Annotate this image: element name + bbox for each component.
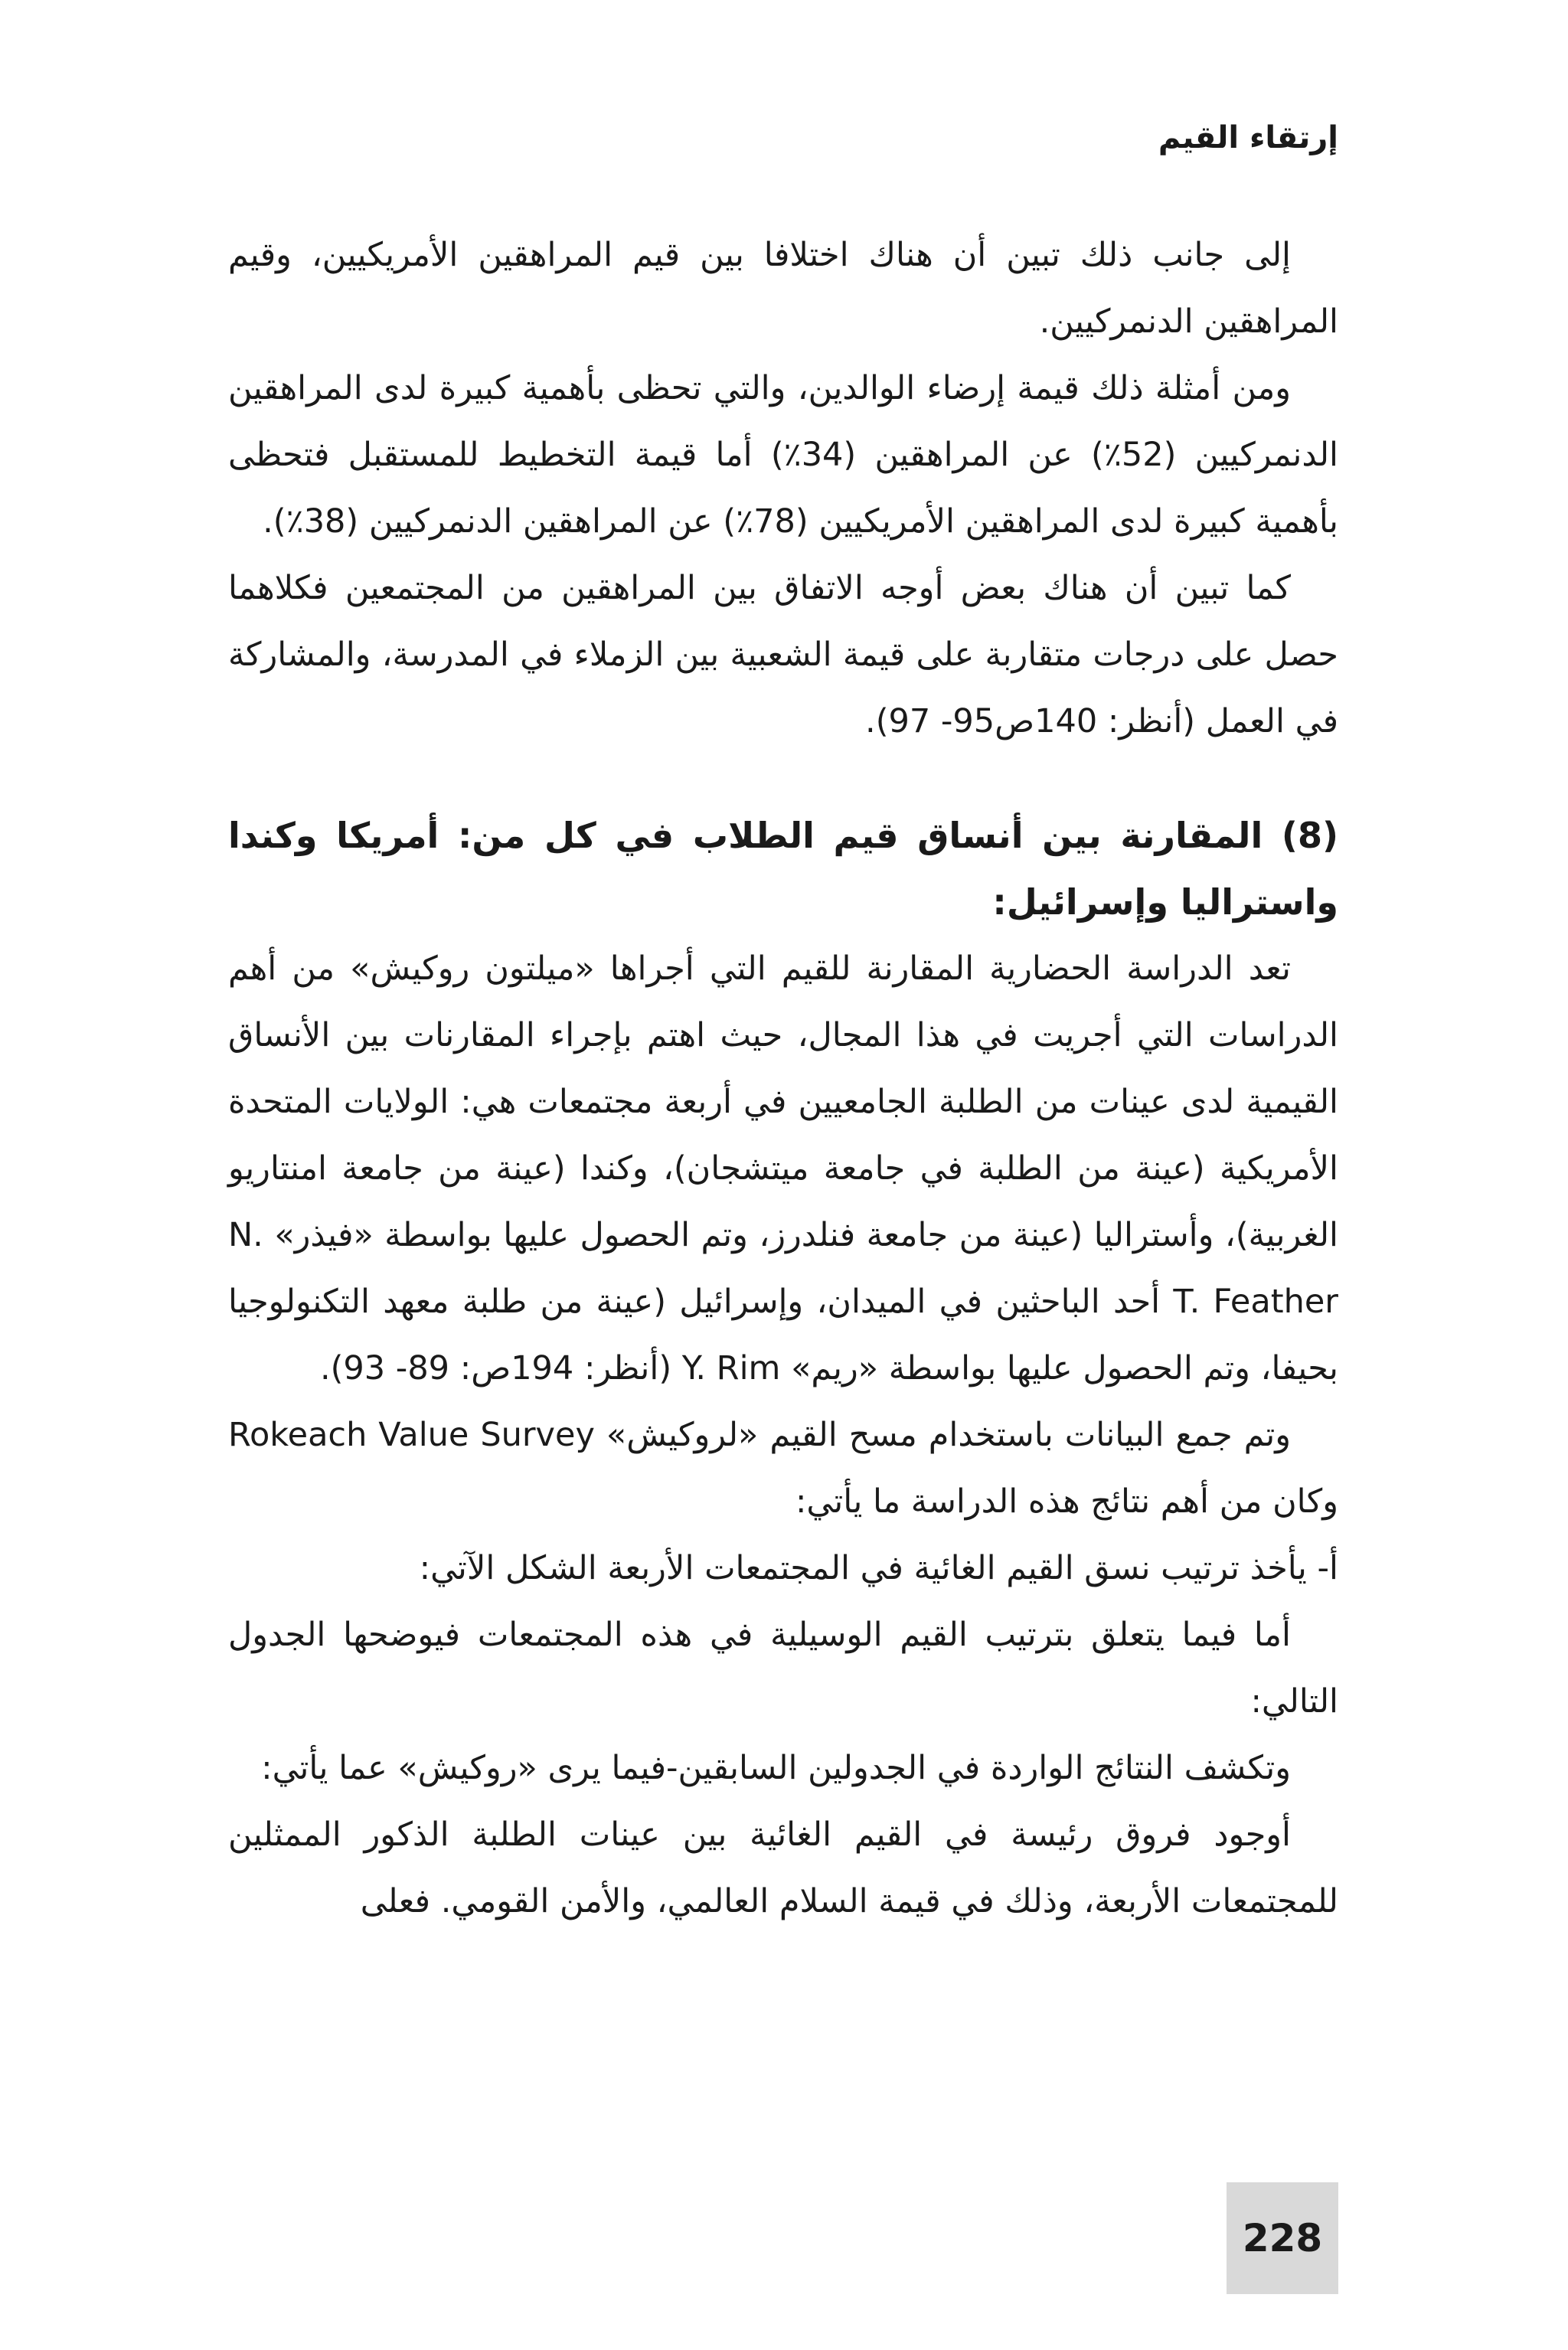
paragraph: أوجود فروق رئيسة في القيم الغائية بين عينات الطلبة الذكور الممثلين للمجتمعات الأربعة، وذلك في قيمة السلام العالمي، والأمن القومي. فعلى — [228, 1816, 1338, 1920]
page-number: 228 — [1242, 2216, 1323, 2260]
paragraph: ومن أمثلة ذلك قيمة إرضاء الوالدين، والتي تحظى بأهمية كبيرة لدى المراهقين الدنمركيين (52٪) عن المراهقين (34٪) أما قيمة التخطيط للمستقبل فتحظى بأهمية كبيرة لدى المراهقين الأمريكيين (78٪) عن المراهقين الدنمركيين (38٪). — [228, 369, 1338, 541]
paragraph: وتم جمع البيانات باستخدام مسح القيم «لروكيش» Rokeach Value Survey وكان من أهم نتائج هذه الدراسة ما يأتي: — [228, 1416, 1338, 1521]
paragraph: كما تبين أن هناك بعض أوجه الاتفاق بين المراهقين من المجتمعين فكلاهما حصل على درجات متقاربة على قيمة الشعبية بين الزملاء في المدرسة، والمشاركة في العمل (أنظر: 140ص95- 97). — [228, 569, 1338, 740]
body-text — [228, 222, 1338, 1935]
running-header: إرتقاء القيم — [1158, 120, 1338, 155]
paragraph: تعد الدراسة الحضارية المقارنة للقيم التي أجراها «ميلتون روكيش» من أهم الدراسات التي أجريت في هذا المجال، حيث اهتم بإجراء المقارنات بين الأنساق القيمية لدى عينات من الطلبة الجامعيين في أربعة مجتمعات هي: الولايات المتحدة الأمريكية (عينة من الطلبة في جامعة ميتشجان)، وكندا (عينة من جامعة امنتاريو الغربية)، وأستراليا (عينة من جامعة فنلدرز، وتم الحصول عليها بواسطة «فيذر» N. T. Feather أحد الباحثين في الميدان، وإسرائيل (عينة من طلبة معهد التكنولوجيا بحيفا، وتم الحصول عليها بواسطة «ريم» Y. Rim (أنظر: 194ص: 89- 93). — [228, 949, 1338, 1387]
paragraph: أ- يأخذ ترتيب نسق القيم الغائية في المجتمعات الأربعة الشكل الآتي: — [419, 1549, 1338, 1587]
paragraph: أما فيما يتعلق بترتيب القيم الوسيلية في هذه المجتمعات فيوضحها الجدول التالي: — [228, 1616, 1338, 1721]
paragraph: إلى جانب ذلك تبين أن هناك اختلافا بين قيم المراهقين الأمريكيين، وقيم المراهقين الدنمركيين. — [228, 236, 1338, 341]
section-heading: (8) المقارنة بين أنساق قيم الطلاب في كل من: أمريكا وكندا واستراليا وإسرائيل: — [228, 815, 1338, 923]
paragraph: وتكشف النتائج الواردة في الجدولين السابقين-فيما يرى «روكيش» عما يأتي: — [261, 1749, 1291, 1787]
page-number-box — [1227, 2182, 1338, 2294]
